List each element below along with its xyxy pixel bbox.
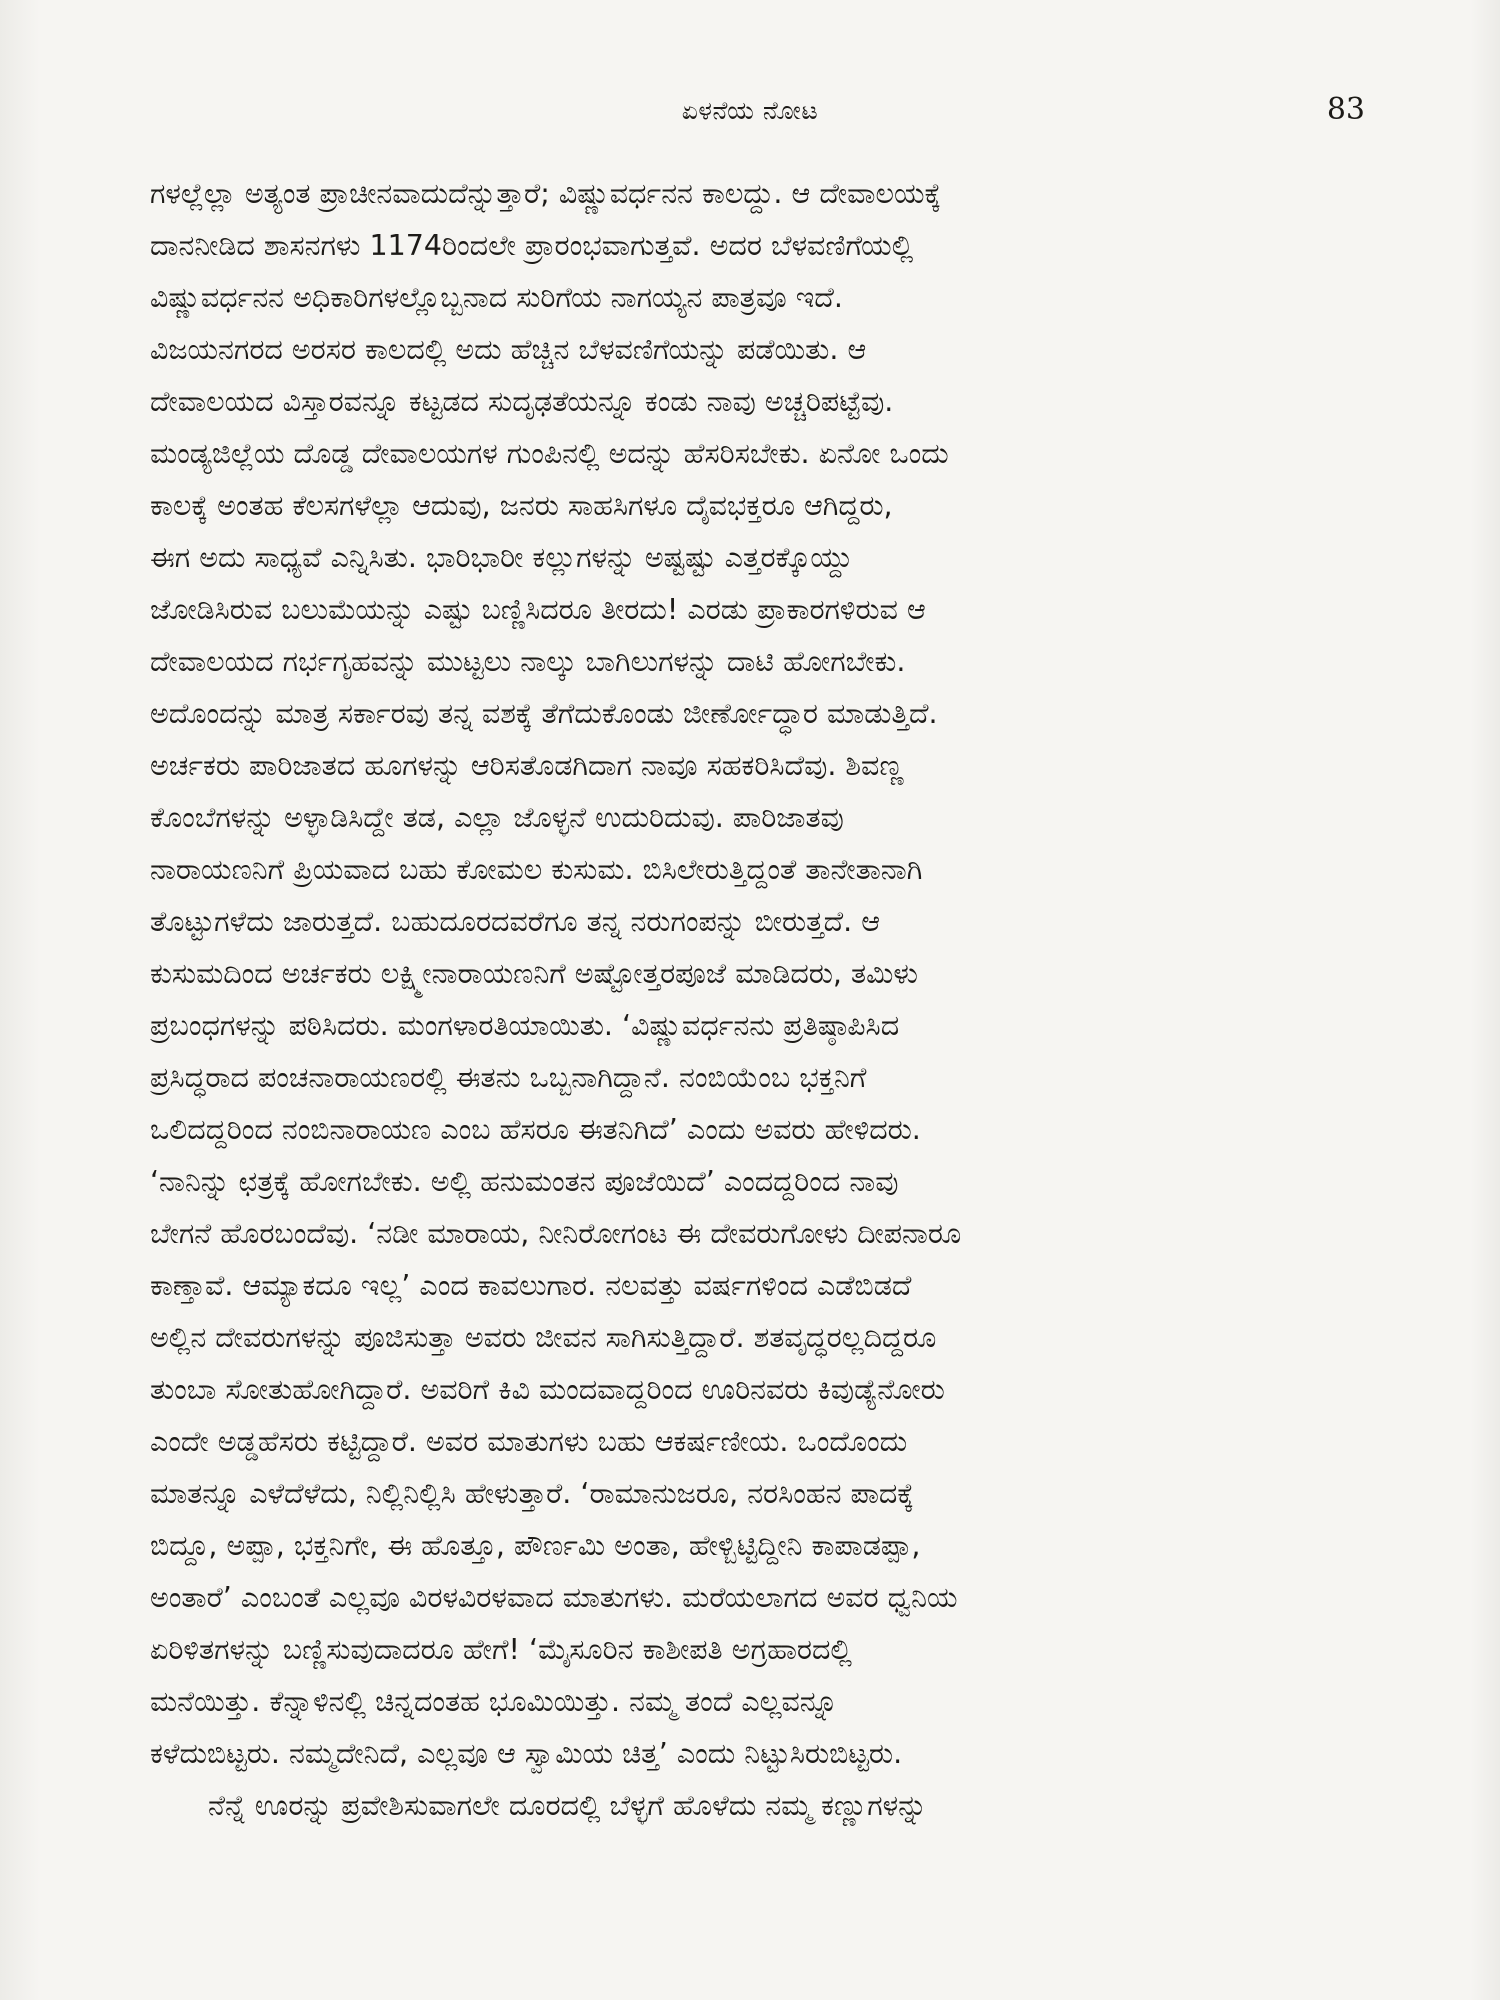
text-line: ಅದೊಂದನ್ನು ಮಾತ್ರ ಸರ್ಕಾರವು ತನ್ನ ವಶಕ್ಕೆ ತೆಗೆದುಕೊಂಡು ಜೀರ್ಣೋದ್ಧಾರ ಮಾಡುತ್ತಿದೆ. (150, 697, 938, 730)
text-line: ‘ನಾನಿನ್ನು ಛತ್ರಕ್ಕೆ ಹೋಗಬೇಕು. ಅಲ್ಲಿ ಹನುಮಂತನ ಪೂಜೆಯಿದೆ’ ಎಂದದ್ದರಿಂದ ನಾವು (150, 1165, 899, 1198)
text-line: ಬೇಗನೆ ಹೊರಬಂದೆವು. ‘ನಡೀ ಮಾರಾಯ, ನೀನಿರೋಗಂಟ ಈ ದೇವರುಗೋಳು ದೀಪನಾರೂ (150, 1217, 962, 1250)
text-line: ಏರಿಳಿತಗಳನ್ನು ಬಣ್ಣಿಸುವುದಾದರೂ ಹೇಗೆ! ‘ಮೈಸೂರಿನ ಕಾಶೀಪತಿ ಅಗ್ರಹಾರದಲ್ಲಿ (150, 1633, 852, 1666)
text-line: ಗಳಲ್ಲೆಲ್ಲಾ ಅತ್ಯಂತ ಪ್ರಾಚೀನವಾದುದೆನ್ನುತ್ತಾರೆ; ವಿಷ್ಣುವರ್ಧನನ ಕಾಲದ್ದು. ಆ ದೇವಾಲಯಕ್ಕೆ (150, 177, 942, 210)
text-line: ವಿಜಯನಗರದ ಅರಸರ ಕಾಲದಲ್ಲಿ ಅದು ಹೆಚ್ಚಿನ ಬೆಳವಣಿಗೆಯನ್ನು ಪಡೆಯಿತು. ಆ (150, 333, 867, 366)
chapter-title: ಏಳನೆಯ ನೋಟ (681, 96, 819, 125)
text-line: ಕಾಣ್ತಾವೆ. ಆಮ್ಯಾಕದೂ ಇಲ್ಲ’ ಎಂದ ಕಾವಲುಗಾರ. ನಲವತ್ತು ವರ್ಷಗಳಿಂದ ಎಡೆಬಿಡದೆ (150, 1269, 912, 1302)
text-line: ಜೋಡಿಸಿರುವ ಬಲುಮೆಯನ್ನು ಎಷ್ಟು ಬಣ್ಣಿಸಿದರೂ ತೀರದು! ಎರಡು ಪ್ರಾಕಾರಗಳಿರುವ ಆ (150, 593, 926, 626)
text-line: ಪ್ರಬಂಧಗಳನ್ನು ಪಠಿಸಿದರು. ಮಂಗಳಾರತಿಯಾಯಿತು. ‘ವಿಷ್ಣುವರ್ಧನನು ಪ್ರತಿಷ್ಠಾಪಿಸಿದ (150, 1009, 900, 1042)
text-line: ತೊಟ್ಟುಗಳೆದು ಜಾರುತ್ತದೆ. ಬಹುದೂರದವರೆಗೂ ತನ್ನ ನರುಗಂಪನ್ನು ಬೀರುತ್ತದೆ. ಆ (150, 905, 881, 938)
text-line: ಅರ್ಚಕರು ಪಾರಿಜಾತದ ಹೂಗಳನ್ನು ಆರಿಸತೊಡಗಿದಾಗ ನಾವೂ ಸಹಕರಿಸಿದೆವು. ಶಿವಣ್ಣ (150, 749, 904, 782)
page-number: 83 (1326, 92, 1365, 127)
text-line: ಕಾಲಕ್ಕೆ ಅಂತಹ ಕೆಲಸಗಳೆಲ್ಲಾ ಆದುವು, ಜನರು ಸಾಹಸಿಗಳೂ ದೈವಭಕ್ತರೂ ಆಗಿದ್ದರು, (150, 489, 893, 522)
text-line: ನಾರಾಯಣನಿಗೆ ಪ್ರಿಯವಾದ ಬಹು ಕೋಮಲ ಕುಸುಮ. ಬಿಸಿಲೇರುತ್ತಿದ್ದಂತೆ ತಾನೇತಾನಾಗಿ (150, 853, 923, 886)
text-line: ಅಲ್ಲಿನ ದೇವರುಗಳನ್ನು ಪೂಜಿಸುತ್ತಾ ಅವರು ಜೀವನ ಸಾಗಿಸುತ್ತಿದ್ದಾರೆ. ಶತವೃದ್ಧರಲ್ಲದಿದ್ದರೂ (150, 1321, 937, 1354)
body-text (150, 168, 1360, 1832)
text-line: ಎಂದೇ ಅಡ್ಡಹೆಸರು ಕಟ್ಟಿದ್ದಾರೆ. ಅವರ ಮಾತುಗಳು ಬಹು ಆಕರ್ಷಣೀಯ. ಒಂದೊಂದು (150, 1425, 908, 1458)
text-line: ತುಂಬಾ ಸೋತುಹೋಗಿದ್ದಾರೆ. ಅವರಿಗೆ ಕಿವಿ ಮಂದವಾದ್ದರಿಂದ ಊರಿನವರು ಕಿವುಡ್ಯೆನೋರು (150, 1373, 945, 1406)
text-line: ಬಿದ್ದೂ, ಅಪ್ಪಾ, ಭಕ್ತನಿಗೇ, ಈ ಹೊತ್ತೂ, ಪೌರ್ಣಮಿ ಅಂತಾ, ಹೇಳ್ಬಿಟ್ಟಿದ್ದೀನಿ ಕಾಪಾಡಪ್ಪಾ, (150, 1529, 921, 1562)
text-line: ದಾನನೀಡಿದ ಶಾಸನಗಳು 1174ರಿಂದಲೇ ಪ್ರಾರಂಭವಾಗುತ್ತವೆ. ಅದರ ಬೆಳವಣಿಗೆಯಲ್ಲಿ (150, 229, 914, 262)
text-line: ದೇವಾಲಯದ ವಿಸ್ತಾರವನ್ನೂ ಕಟ್ಟಡದ ಸುದೃಢತೆಯನ್ನೂ ಕಂಡು ನಾವು ಅಚ್ಚರಿಪಟ್ಟೆವು. (150, 385, 894, 418)
text-line: ದೇವಾಲಯದ ಗರ್ಭಗೃಹವನ್ನು ಮುಟ್ಟಲು ನಾಲ್ಕು ಬಾಗಿಲುಗಳನ್ನು ದಾಟಿ ಹೋಗಬೇಕು. (150, 645, 906, 678)
text-line: ಒಲಿದದ್ದರಿಂದ ನಂಬಿನಾರಾಯಣ ಎಂಬ ಹೆಸರೂ ಈತನಿಗಿದೆ’ ಎಂದು ಅವರು ಹೇಳಿದರು. (150, 1113, 921, 1146)
text-line: ಈಗ ಅದು ಸಾಧ್ಯವೆ ಎನ್ನಿಸಿತು. ಭಾರಿಭಾರೀ ಕಲ್ಲುಗಳನ್ನು ಅಷ್ಟಷ್ಟು ಎತ್ತರಕ್ಕೊಯ್ದು (150, 541, 853, 574)
running-header (0, 94, 1500, 134)
paragraph-start-line: ನೆನ್ನೆ ಊರನ್ನು ಪ್ರವೇಶಿಸುವಾಗಲೇ ದೂರದಲ್ಲಿ ಬೆಳ್ಳಗೆ ಹೊಳೆದು ನಮ್ಮ ಕಣ್ಣುಗಳನ್ನು (208, 1789, 927, 1822)
text-line: ಮಂಡ್ಯಜಿಲ್ಲೆಯ ದೊಡ್ಡ ದೇವಾಲಯಗಳ ಗುಂಪಿನಲ್ಲಿ ಅದನ್ನು ಹೆಸರಿಸಬೇಕು. ಏನೋ ಒಂದು (150, 437, 949, 470)
text-line: ಕಳೆದುಬಿಟ್ಟರು. ನಮ್ಮದೇನಿದೆ, ಎಲ್ಲವೂ ಆ ಸ್ವಾಮಿಯ ಚಿತ್ತ’ ಎಂದು ನಿಟ್ಟುಸಿರುಬಿಟ್ಟರು. (150, 1737, 903, 1770)
text-line: ಅಂತಾರೆ’ ಎಂಬಂತೆ ಎಲ್ಲವೂ ವಿರಳವಿರಳವಾದ ಮಾತುಗಳು. ಮರೆಯಲಾಗದ ಅವರ ಧ್ವನಿಯ (150, 1581, 958, 1614)
text-line: ಕೊಂಬೆಗಳನ್ನು ಅಳ್ಳಾಡಿಸಿದ್ದೇ ತಡ, ಎಲ್ಲಾ ಜೊಳ್ಳನೆ ಉದುರಿದುವು. ಪಾರಿಜಾತವು (150, 801, 844, 834)
text-line: ವಿಷ್ಣುವರ್ಧನನ ಅಧಿಕಾರಿಗಳಲ್ಲೊಬ್ಬನಾದ ಸುರಿಗೆಯ ನಾಗಯ್ಯನ ಪಾತ್ರವೂ ಇದೆ. (150, 281, 843, 314)
text-line: ಪ್ರಸಿದ್ಧರಾದ ಪಂಚನಾರಾಯಣರಲ್ಲಿ ಈತನು ಒಬ್ಬನಾಗಿದ್ದಾನೆ. ನಂಬಿಯೆಂಬ ಭಕ್ತನಿಗೆ (150, 1061, 867, 1094)
text-line: ಮನೆಯಿತ್ತು. ಕೆನ್ನಾಳಿನಲ್ಲಿ ಚಿನ್ನದಂತಹ ಭೂಮಿಯಿತ್ತು. ನಮ್ಮ ತಂದೆ ಎಲ್ಲವನ್ನೂ (150, 1685, 838, 1718)
text-line: ಮಾತನ್ನೂ ಎಳೆದೆಳೆದು, ನಿಲ್ಲಿನಿಲ್ಲಿಸಿ ಹೇಳುತ್ತಾರೆ. ‘ರಾಮಾನುಜರೂ, ನರಸಿಂಹನ ಪಾದಕ್ಕೆ (150, 1477, 914, 1510)
text-line: ಕುಸುಮದಿಂದ ಅರ್ಚಕರು ಲಕ್ಷ್ಮೀನಾರಾಯಣನಿಗೆ ಅಷ್ಟೋತ್ತರಪೂಜೆ ಮಾಡಿದರು, ತಮಿಳು (150, 957, 918, 990)
